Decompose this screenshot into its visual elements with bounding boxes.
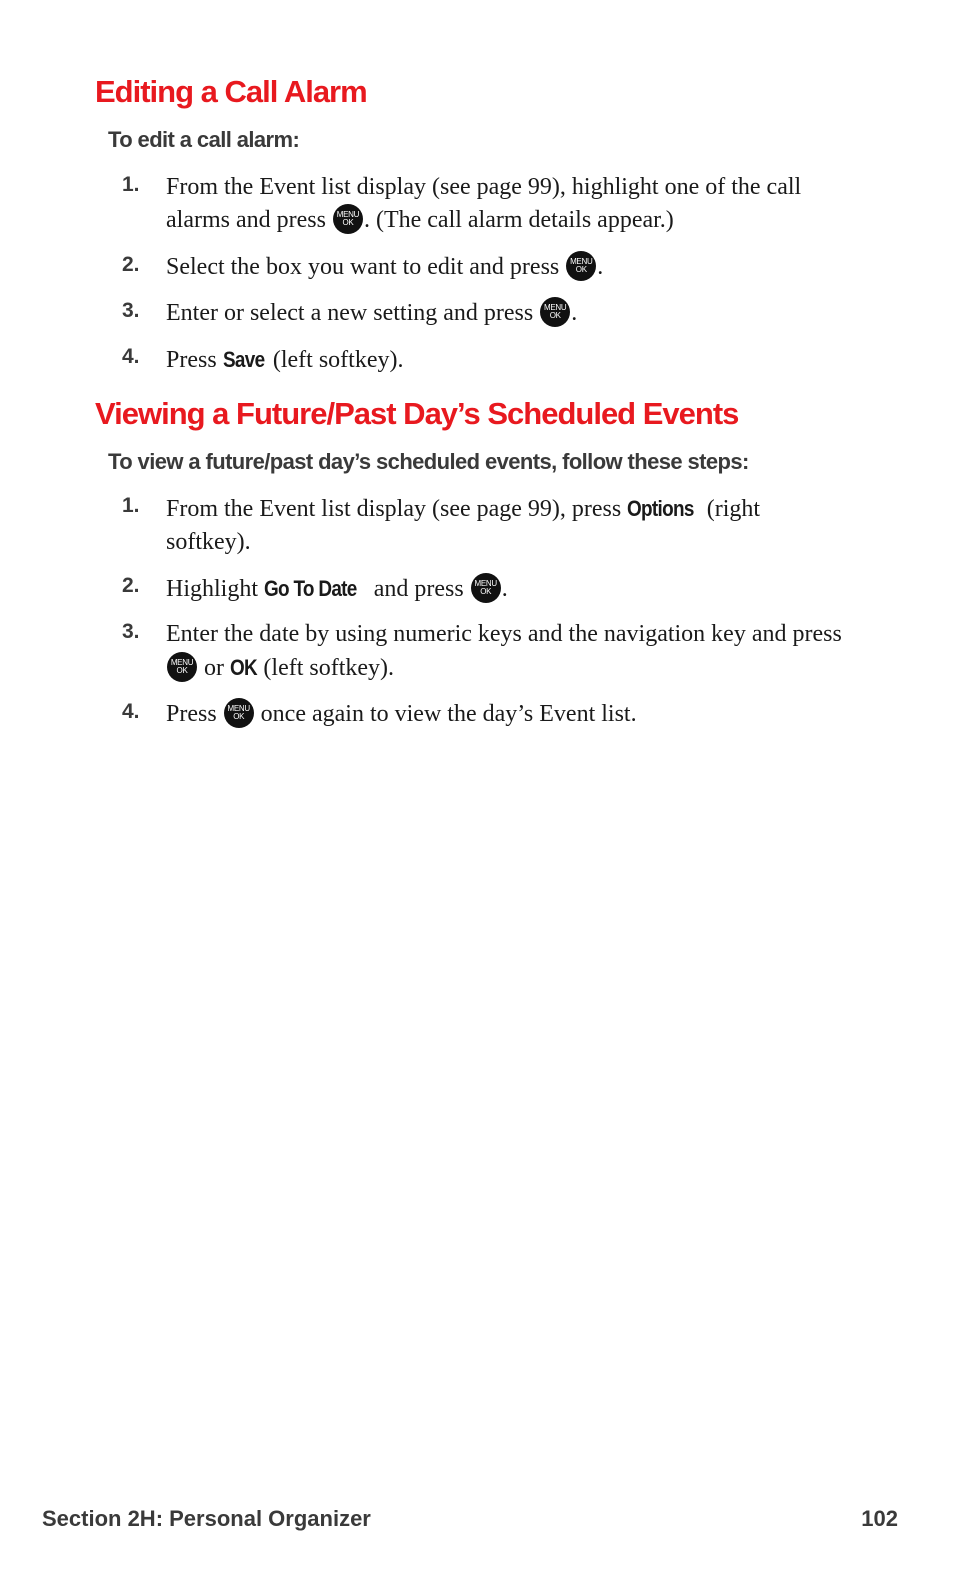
softkey-save: Save xyxy=(222,347,265,372)
step-text: Press Save (left softkey). xyxy=(166,343,842,377)
softkey-ok: OK xyxy=(230,655,258,680)
step-text: From the Event list display (see page 99), press Options (right softkey). xyxy=(166,492,842,559)
intro-edit-call-alarm: To edit a call alarm: xyxy=(108,127,300,152)
step-number: 4. xyxy=(122,700,140,723)
step-text: Press MENU OK once again to view the day’s Event list. xyxy=(166,698,842,731)
menu-ok-key-icon: MENU OK xyxy=(566,251,596,281)
heading-viewing-scheduled-events: Viewing a Future/Past Day’s Scheduled Events xyxy=(95,396,739,431)
step-edit-1 xyxy=(122,171,842,237)
menu-ok-key-icon: MENU OK xyxy=(167,652,197,682)
step-text: Enter the date by using numeric keys and the navigation key and press MENU OK or OK (left softkey). xyxy=(166,618,842,685)
step-edit-4 xyxy=(122,343,842,377)
step-view-3 xyxy=(122,618,842,685)
step-view-1 xyxy=(122,492,842,559)
step-view-2 xyxy=(122,572,842,606)
step-number: 3. xyxy=(122,299,140,322)
softkey-options: Options xyxy=(627,496,694,521)
heading-editing-call-alarm: Editing a Call Alarm xyxy=(95,74,367,109)
step-number: 2. xyxy=(122,253,140,276)
menu-ok-key-icon: MENU OK xyxy=(224,698,254,728)
step-text: From the Event list display (see page 99), highlight one of the call alarms and press MENU OK . (The call alarm details appear.) xyxy=(166,174,802,233)
step-view-4 xyxy=(122,698,842,731)
step-number: 3. xyxy=(122,620,140,643)
step-text: Highlight Go To Date and press MENU OK . xyxy=(166,572,842,606)
step-edit-2 xyxy=(122,251,842,284)
menu-ok-key-icon: MENU OK xyxy=(471,573,501,603)
step-number: 1. xyxy=(122,173,140,196)
step-number: 1. xyxy=(122,494,140,517)
step-text: Select the box you want to edit and press MENU OK . xyxy=(166,251,842,284)
step-number: 4. xyxy=(122,345,140,368)
step-number: 2. xyxy=(122,574,140,597)
footer-page-number: 102 xyxy=(861,1506,898,1531)
step-edit-3 xyxy=(122,297,842,330)
menu-ok-key-icon: MENU OK xyxy=(333,204,363,234)
step-text: Enter or select a new setting and press MENU OK . xyxy=(166,297,842,330)
intro-view-events: To view a future/past day’s scheduled events, follow these steps: xyxy=(108,449,749,474)
menu-ok-key-icon: MENU OK xyxy=(540,297,570,327)
softkey-go-to-date: Go To Date xyxy=(264,576,357,601)
footer-section-label: Section 2H: Personal Organizer xyxy=(42,1506,371,1531)
